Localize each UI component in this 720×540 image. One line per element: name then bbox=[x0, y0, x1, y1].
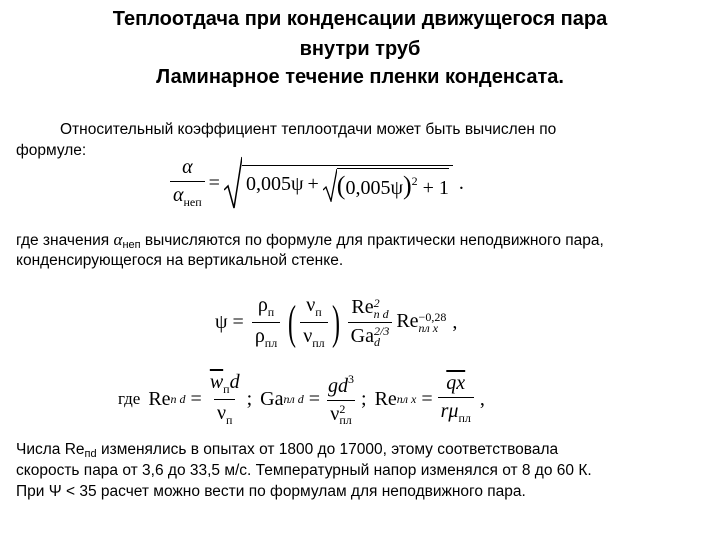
formula-psi bbox=[215, 287, 457, 357]
w-sub: п bbox=[223, 381, 230, 396]
intro-line-1: Относительный коэффициент теплоотдачи может быть вычислен по bbox=[60, 121, 557, 138]
gd-pow: 3 bbox=[348, 371, 354, 386]
d-symbol: d bbox=[229, 370, 240, 393]
final-text: Числа bbox=[16, 441, 61, 458]
ga-def: Ga bbox=[260, 387, 284, 410]
plus-one: + 1 bbox=[422, 177, 449, 199]
rho-ratio bbox=[252, 294, 280, 351]
sqrt-outer: 0,005ψ + $(0,005\psi)^2 + 1$ bbox=[224, 156, 453, 210]
final-text-2: изменялись в опытах от 1800 до 17000, этому соответствовала bbox=[100, 441, 559, 458]
formula-relative-coefficient bbox=[170, 152, 464, 214]
formula3-end: , bbox=[479, 387, 485, 410]
semi-1: ; bbox=[246, 387, 253, 410]
title-line-2: внутри труб bbox=[299, 38, 421, 60]
rho-den-symbol: ρ bbox=[254, 324, 265, 347]
final-line-3: При Ψ < 35 расчет можно вести по формулам для неподвижного пара. bbox=[16, 483, 526, 500]
re-plx-def: Re bbox=[374, 387, 397, 410]
coef-term-2: 0,005ψ bbox=[345, 177, 403, 199]
nu-def: ν bbox=[216, 401, 227, 424]
semi-2: ; bbox=[361, 387, 367, 410]
re-plx-fraction bbox=[438, 372, 474, 426]
re-plx-term bbox=[396, 310, 446, 333]
re2-sub: пл x bbox=[418, 320, 439, 335]
nu-den-symbol: ν bbox=[303, 324, 313, 347]
rho-sub: п bbox=[267, 304, 275, 319]
nu2-def: ν bbox=[330, 402, 340, 425]
psi-eq: ψ = bbox=[215, 310, 244, 333]
re-symbol: Re bbox=[351, 296, 374, 319]
re-pow: 2 bbox=[373, 295, 380, 310]
equals-sign: = bbox=[208, 171, 220, 194]
rho-den-sub: пл bbox=[264, 335, 278, 350]
alpha-den-symbol: α bbox=[173, 184, 184, 206]
intro-line-2: формуле: bbox=[16, 142, 87, 159]
where-text-2: вычисляются по формуле для практически неподвижного пара, bbox=[144, 232, 604, 249]
ga-sub: d bbox=[373, 334, 380, 349]
formula1-end: . bbox=[458, 171, 464, 194]
ga-def-fraction bbox=[325, 372, 357, 426]
power-2: 2 bbox=[411, 174, 418, 188]
re-def-sub: п d bbox=[170, 391, 186, 406]
re2-pow: −0,28 bbox=[418, 309, 447, 324]
where-text: где значения bbox=[16, 232, 110, 249]
nu-def-sub: п bbox=[226, 412, 233, 427]
qx-symbol: $\overline{qx}$ bbox=[446, 372, 466, 394]
gde-label: где bbox=[118, 389, 141, 408]
rmu-sub: пл bbox=[458, 411, 471, 425]
re2-symbol: Re bbox=[396, 310, 419, 333]
alpha-sub: неп bbox=[183, 195, 202, 209]
nu-den-sub: пл bbox=[312, 335, 325, 350]
where-alpha: α bbox=[113, 230, 123, 249]
alpha-ratio bbox=[170, 156, 205, 210]
eq-1: = bbox=[190, 387, 202, 410]
re-def-fraction bbox=[207, 371, 243, 428]
nu2-pow: 2 bbox=[339, 402, 346, 417]
nu2-sub: пл bbox=[339, 413, 352, 428]
nu-ratio bbox=[300, 294, 327, 351]
re-plx-def-sub: пл x bbox=[396, 391, 417, 406]
final-line-2: скорость пара от 3,6 до 33,5 м/с. Температурный напор изменялся от 8 до 60 К. bbox=[16, 462, 592, 479]
re-ga-ratio bbox=[348, 296, 393, 348]
where-line-2: конденсирующегося на вертикальной стенке. bbox=[16, 252, 344, 269]
ga-symbol: Ga bbox=[350, 324, 374, 347]
eq-2: = bbox=[308, 387, 320, 410]
sqrt-inner-icon bbox=[323, 168, 337, 202]
ga-def-sub: пл d bbox=[283, 391, 304, 406]
rmu-symbol: rμ bbox=[440, 400, 459, 422]
ga-pow: 2/3 bbox=[373, 323, 390, 338]
alpha-symbol: α bbox=[182, 156, 193, 178]
w-symbol: $\overline{w}$ bbox=[209, 370, 224, 393]
formula-definitions bbox=[118, 364, 485, 434]
paren-open: ( bbox=[336, 171, 346, 200]
nu-symbol: ν bbox=[306, 293, 316, 316]
final-re-sub: пd bbox=[84, 448, 97, 460]
re-sub: п d bbox=[373, 306, 389, 321]
coef-term: 0,005ψ bbox=[245, 173, 304, 195]
nu-bracket: ( $\frac{\nu_п}{\nu_{пл}}$ ) bbox=[288, 293, 340, 350]
where-alpha-sub: неп bbox=[122, 239, 141, 251]
paren-close: ) bbox=[402, 171, 412, 200]
re-def: Re bbox=[148, 387, 171, 410]
rho-symbol: ρ bbox=[257, 293, 268, 316]
nu-sub: п bbox=[315, 304, 322, 319]
title-line-1: Теплоотдача при конденсации движущегося пара bbox=[112, 8, 608, 30]
title-line-3: Ламинарное течение пленки конденсата. bbox=[156, 66, 564, 88]
final-re: Re bbox=[64, 441, 85, 458]
gd-symbol: gd bbox=[328, 374, 348, 397]
eq-3: = bbox=[421, 387, 433, 410]
formula2-end: , bbox=[452, 310, 458, 333]
sqrt-icon bbox=[224, 156, 242, 210]
